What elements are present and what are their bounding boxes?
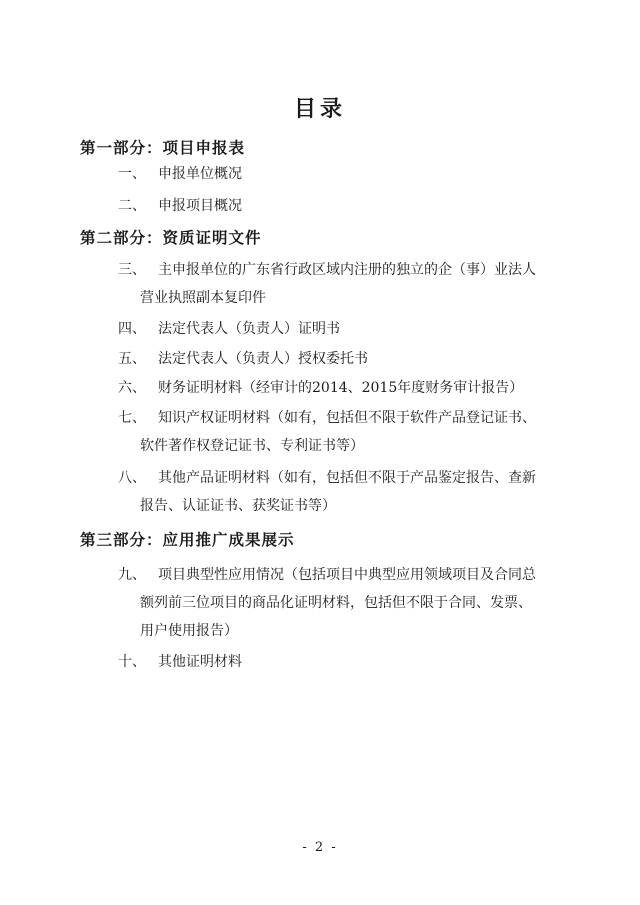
toc-item-7: [118, 404, 573, 460]
toc-item-number: 一、: [118, 166, 146, 182]
toc-item-number: 八、: [118, 470, 146, 486]
toc-item-text: 主申报单位的广东省行政区域内注册的独立的企（事）业法人: [158, 262, 536, 278]
toc-item-continuation: 营业执照副本复印件: [140, 290, 266, 306]
page-number: - 2 -: [302, 840, 338, 855]
section-heading-1: 第一部分：项目申报表: [80, 139, 246, 157]
toc-item-number: 五、: [118, 351, 146, 367]
toc-item-continuation: 软件著作权登记证书、专利证书等）: [140, 438, 364, 454]
toc-item-text: 知识产权证明材料（如有，包括但不限于软件产品登记证书、: [158, 410, 536, 426]
toc-item-text: 项目典型性应用情况（包括项目中典型应用领域项目及合同总: [158, 567, 536, 583]
toc-item-number: 二、: [118, 198, 146, 214]
toc-item-continuation: 用户使用报告）: [140, 623, 238, 639]
toc-item-number: 九、: [118, 567, 146, 583]
toc-item-continuation: 报告、认证证书、获奖证书等）: [140, 498, 336, 514]
toc-item-text: 申报单位概况: [158, 166, 242, 182]
toc-item-text: 法定代表人（负责人）证明书: [158, 321, 340, 337]
toc-item-text: 其他证明材料: [158, 654, 242, 670]
toc-item-10: [118, 648, 573, 676]
toc-item-continuation: 额列前三位项目的商品化证明材料，包括但不限于合同、发票、: [140, 595, 532, 611]
toc-item-number: 七、: [118, 410, 146, 426]
section-heading-3: 第三部分：应用推广成果展示: [80, 531, 295, 549]
toc-item-8: [118, 464, 573, 520]
toc-item-text: 申报项目概况: [158, 198, 242, 214]
toc-item-2: [118, 192, 573, 220]
toc-item-3: [118, 256, 573, 312]
page-title: 目录: [293, 97, 346, 122]
toc-item-text: 法定代表人（负责人）授权委托书: [158, 351, 368, 367]
toc-item-1: [118, 160, 573, 188]
toc-item-text: 其他产品证明材料（如有，包括但不限于产品鉴定报告、查新: [158, 470, 536, 486]
toc-item-number: 四、: [118, 321, 146, 337]
toc-item-5: [118, 345, 573, 373]
toc-item-text: 财务证明材料（经审计的2014、2015年度财务审计报告）: [158, 380, 524, 396]
toc-item-number: 六、: [118, 380, 146, 396]
section-heading-2: 第二部分：资质证明文件: [80, 229, 262, 247]
toc-item-4: [118, 315, 573, 343]
toc-item-9: [118, 561, 573, 645]
toc-item-number: 十、: [118, 654, 146, 670]
toc-item-number: 三、: [118, 262, 146, 278]
toc-item-6: [118, 374, 573, 402]
